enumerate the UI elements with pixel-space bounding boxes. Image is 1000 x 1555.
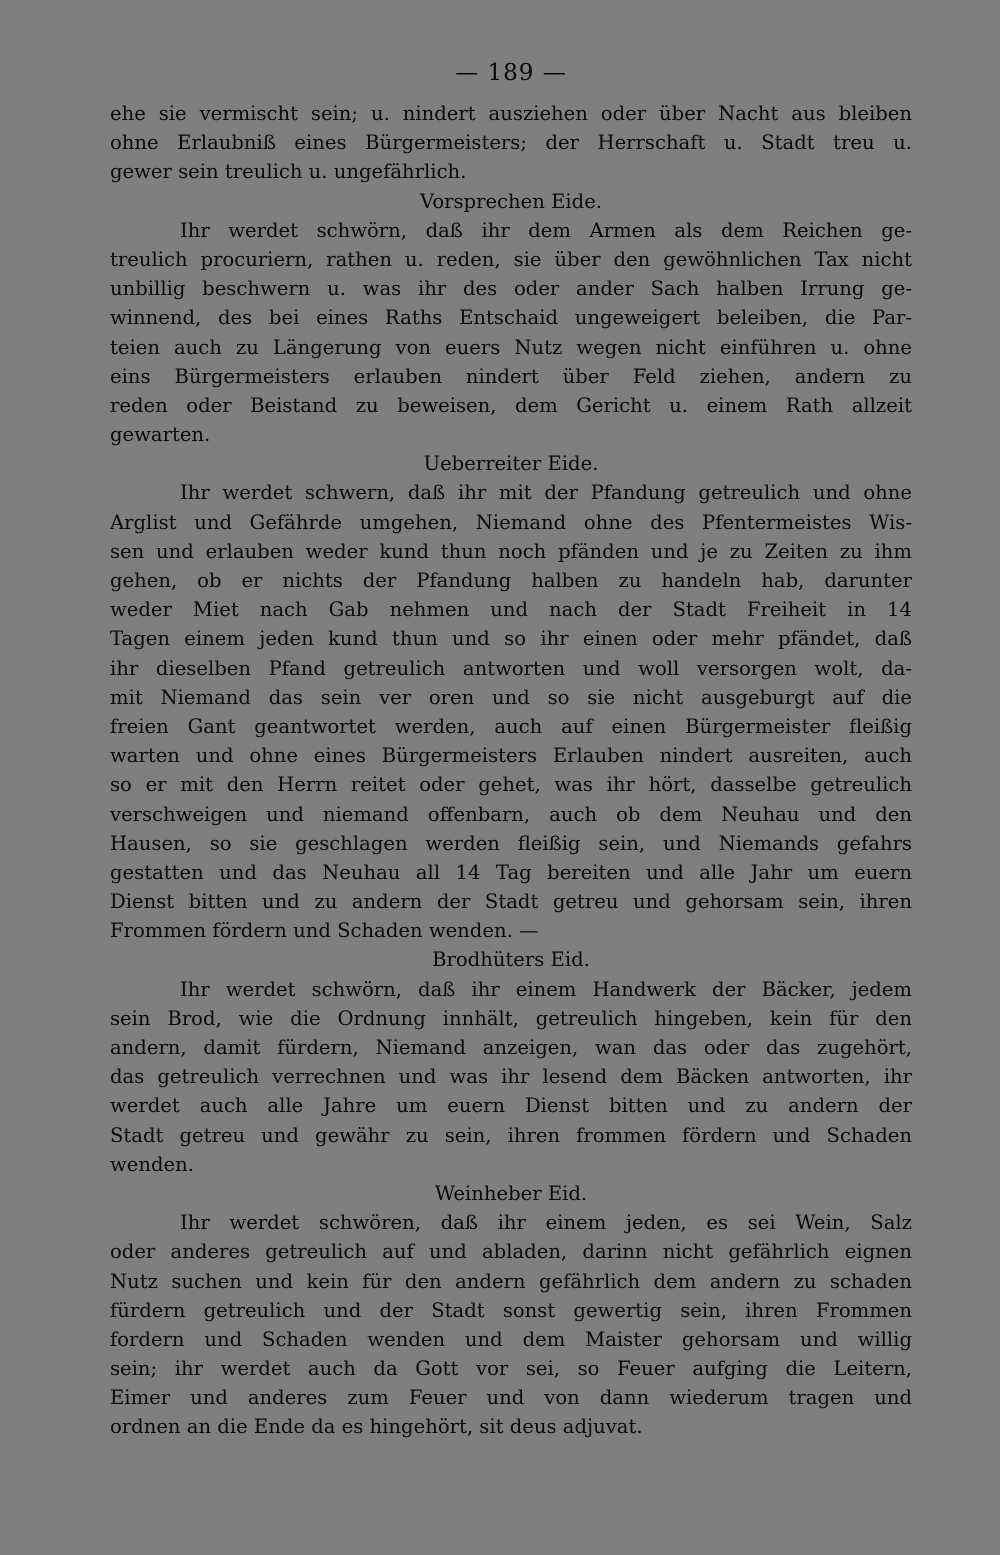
text-line: weder Miet nach Gab nehmen und nach der Stadt Freiheit in 14 xyxy=(110,598,912,622)
text-line: treulich procuriern, rathen u. reden, sie über den gewöhnlichen Tax nicht xyxy=(110,247,912,271)
text-line: teien auch zu Längerung von euers Nutz wegen nicht einführen u. ohne xyxy=(110,335,912,359)
text-line: Hausen, so sie geschlagen werden fleißig sein, und Niemands gefahrs xyxy=(110,831,912,855)
text-line: oder anderes getreulich auf und abladen, darinn nicht gefährlich eignen xyxy=(110,1240,912,1264)
text-line: ohne Erlaubniß eines Bürgermeisters; der Herrschaft u. Stadt treu u. xyxy=(110,131,912,155)
text-line: Arglist und Gefährde umgehen, Niemand ohne des Pfentermeistes Wis- xyxy=(110,510,912,534)
text-line: unbillig beschwern u. was ihr des oder ander Sach halben Irrung ge- xyxy=(110,277,912,301)
text-line: winnend, des bei eines Raths Entschaid ungeweigert beleiben, die Par- xyxy=(110,306,912,330)
text-line: reden oder Beistand zu beweisen, dem Gericht u. einem Rath allzeit xyxy=(110,393,912,417)
text-line: andern, damit fürdern, Niemand anzeigen, wan das oder das zugehört, xyxy=(110,1036,912,1059)
text-line: Frommen fördern und Schaden wenden. — xyxy=(110,919,539,943)
text-line: ordnen an die Ende da es hingehört, sit deus adjuvat. xyxy=(110,1415,643,1439)
text-line: fordern und Schaden wenden und dem Maister gehorsam und willig xyxy=(110,1327,912,1351)
text-line: Tagen einem jeden kund thun und so ihr einen oder mehr pfändet, daß xyxy=(110,627,912,651)
section-heading: Ueberreiter Eide. xyxy=(423,452,599,476)
text-line: sein; ihr werdet auch da Gott vor sei, so Feuer aufging die Leitern, xyxy=(110,1357,912,1381)
text-line: freien Gant geantwortet werden, auch auf einen Bürgermeister fleißig xyxy=(110,714,912,738)
text-line: werdet auch alle Jahre um euern Dienst bitten und zu andern der xyxy=(110,1094,912,1118)
text-line: so er mit den Herrn reitet oder gehet, was ihr hört, dasselbe getreulich xyxy=(110,773,912,797)
text-line: Nutz suchen und kein für den andern gefährlich dem andern zu schaden xyxy=(110,1269,912,1293)
text-line: ihr dieselben Pfand getreulich antworten und woll versorgen wolt, da- xyxy=(110,656,912,680)
page-text xyxy=(110,99,912,1442)
text-line: ehe sie vermischt sein; u. nindert ausziehen oder über Nacht aus bleiben xyxy=(110,102,912,125)
text-line: verschweigen und niemand offenbarn, auch ob dem Neuhau und den xyxy=(110,802,912,826)
text-line: warten und ohne eines Bürgermeisters Erlauben nindert ausreiten, auch xyxy=(110,744,912,768)
section-heading: Vorsprechen Eide. xyxy=(419,189,603,213)
text-line: mit Niemand das sein ver oren und so sie nicht ausgeburgt auf die xyxy=(110,685,912,709)
text-line: Ihr werdet schwern, daß ihr mit der Pfandung getreulich und ohne xyxy=(180,481,912,505)
text-line: Ihr werdet schwörn, daß ihr dem Armen als dem Reichen ge- xyxy=(180,218,912,242)
text-line: Eimer und anderes zum Feuer und von dann wiederum tragen und xyxy=(110,1386,912,1410)
section-heading: Brodhüters Eid. xyxy=(432,948,590,972)
text-line: wenden. xyxy=(110,1152,194,1176)
section-heading: Weinheber Eid. xyxy=(434,1181,588,1205)
book-page xyxy=(110,58,912,1442)
text-line: fürdern getreulich und der Stadt sonst gewertig sein, ihren Frommen xyxy=(110,1298,912,1322)
text-line: Stadt getreu und gewähr zu sein, ihren frommen fördern und Schaden xyxy=(110,1123,912,1147)
text-line: gewer sein treulich u. ungefährlich. xyxy=(110,160,467,184)
text-line: sein Brod, wie die Ordnung innhält, getreulich hingeben, kein für den xyxy=(110,1006,912,1030)
text-line: das getreulich verrechnen und was ihr lesend dem Bäcken antworten, ihr xyxy=(110,1065,912,1089)
text-line: gestatten und das Neuhau all 14 Tag bereiten und alle Jahr um euern xyxy=(110,860,912,884)
text-line: gewarten. xyxy=(110,423,211,447)
text-line: sen und erlauben weder kund thun noch pfänden und je zu Zeiten zu ihm xyxy=(110,539,912,563)
text-line: Ihr werdet schwörn, daß ihr einem Handwerk der Bäcker, jedem xyxy=(180,977,912,1001)
text-line: gehen, ob er nichts der Pfandung halben zu handeln hab, darunter xyxy=(110,569,912,592)
text-line: Dienst bitten und zu andern der Stadt getreu und gehorsam sein, ihren xyxy=(110,890,912,914)
text-line: Ihr werdet schwören, daß ihr einem jeden, es sei Wein, Salz xyxy=(180,1211,912,1235)
text-line: eins Bürgermeisters erlauben nindert über Feld ziehen, andern zu xyxy=(110,364,912,388)
page-number: — 189 — xyxy=(455,60,567,86)
